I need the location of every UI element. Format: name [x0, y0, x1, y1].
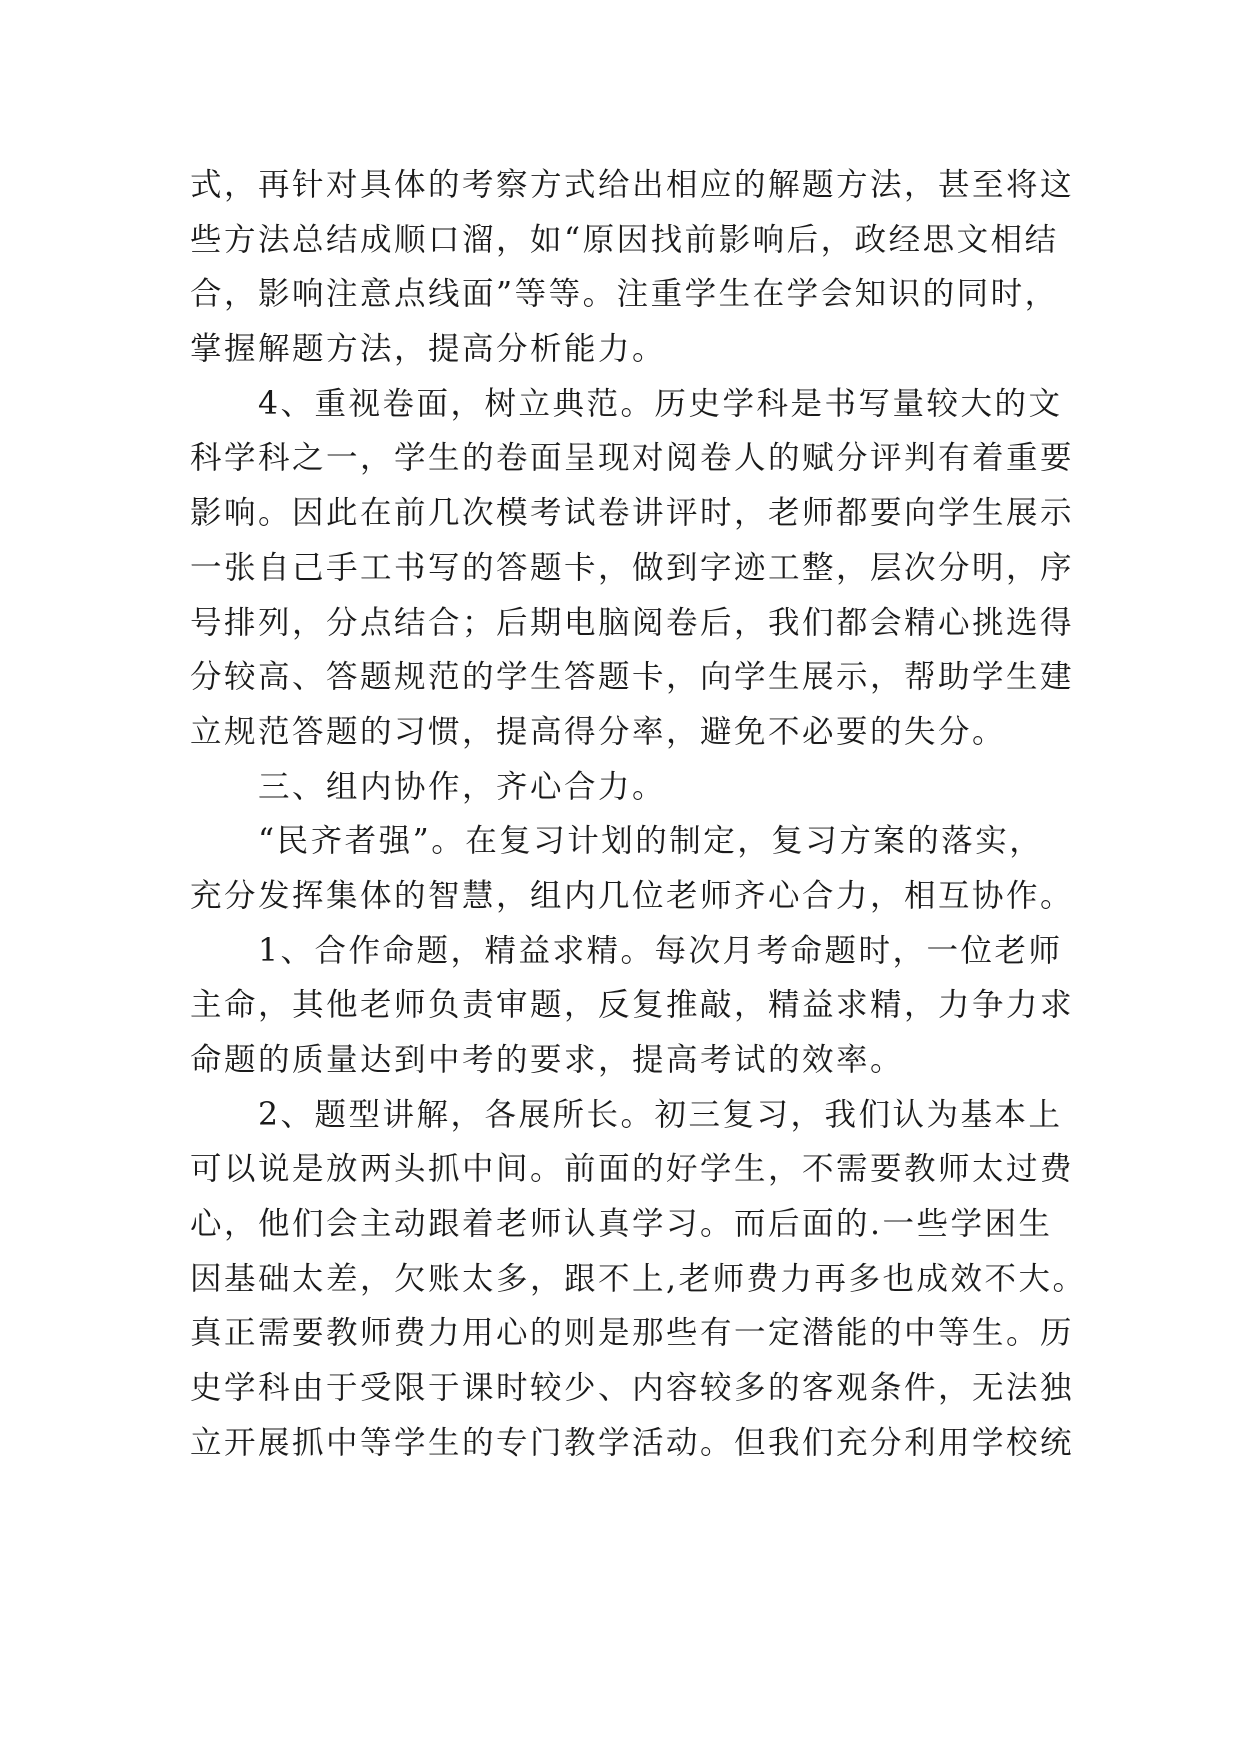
text-line: 影响。因此在前几次模考试卷讲评时，老师都要向学生展示 [190, 495, 1075, 532]
text-line: 1、合作命题，精益求精。每次月考命题时，一位老师 [190, 932, 1063, 969]
text-line: 掌握解题方法，提高分析能力。 [190, 331, 667, 368]
text-line: 4、重视卷面，树立典范。历史学科是书写量较大的文 [190, 385, 1063, 422]
text-line: 些方法总结成顺口溜，如“原因找前影响后，政经思文相结 [190, 221, 1059, 258]
text-line: 命题的质量达到中考的要求，提高考试的效率。 [190, 1042, 905, 1078]
text-line: 心，他们会主动跟着老师认真学习。而后面的.一些学困生 [190, 1206, 1053, 1243]
text-line: 立开展抓中等学生的专门教学活动。但我们充分利用学校统 [190, 1424, 1075, 1461]
text-line: 立规范答题的习惯，提高得分率，避免不必要的失分。 [190, 713, 1007, 750]
text-line: 号排列，分点结合；后期电脑阅卷后，我们都会精心挑选得 [190, 604, 1075, 641]
text-line: 史学科由于受限于课时较少、内容较多的客观条件，无法独 [190, 1370, 1075, 1407]
text-line: 主命，其他老师负责审题，反复推敲，精益求精，力争力求 [190, 987, 1075, 1024]
body-text [190, 158, 1087, 1471]
text-line: 因基础太差，欠账太多，跟不上,老师费力再多也成效不大。 [190, 1260, 1087, 1297]
text-line: 可以说是放两头抓中间。前面的好学生，不需要教师太过费 [190, 1151, 1075, 1188]
text-line: 科学科之一，学生的卷面呈现对阅卷人的赋分评判有着重要 [190, 440, 1075, 477]
text-line: 真正需要教师费力用心的则是那些有一定潜能的中等生。历 [190, 1315, 1075, 1352]
text-line: 2、题型讲解，各展所长。初三复习，我们认为基本上 [190, 1096, 1063, 1133]
text-line: “民齐者强”。在复习计划的制定，复习方案的落实， [190, 823, 1044, 860]
text-line: 充分发挥集体的智慧，组内几位老师齐心合力，相互协作。 [190, 877, 1075, 914]
text-line: 一张自己手工书写的答题卡，做到字迹工整，层次分明，序 [190, 549, 1075, 586]
text-line: 合，影响注意点线面”等等。注重学生在学会知识的同时， [190, 276, 1059, 313]
text-line: 分较高、答题规范的学生答题卡，向学生展示，帮助学生建 [190, 659, 1075, 696]
section-heading: 三、组内协作，齐心合力。 [190, 768, 667, 805]
text-line: 式，再针对具体的考察方式给出相应的解题方法，甚至将这 [190, 167, 1075, 203]
